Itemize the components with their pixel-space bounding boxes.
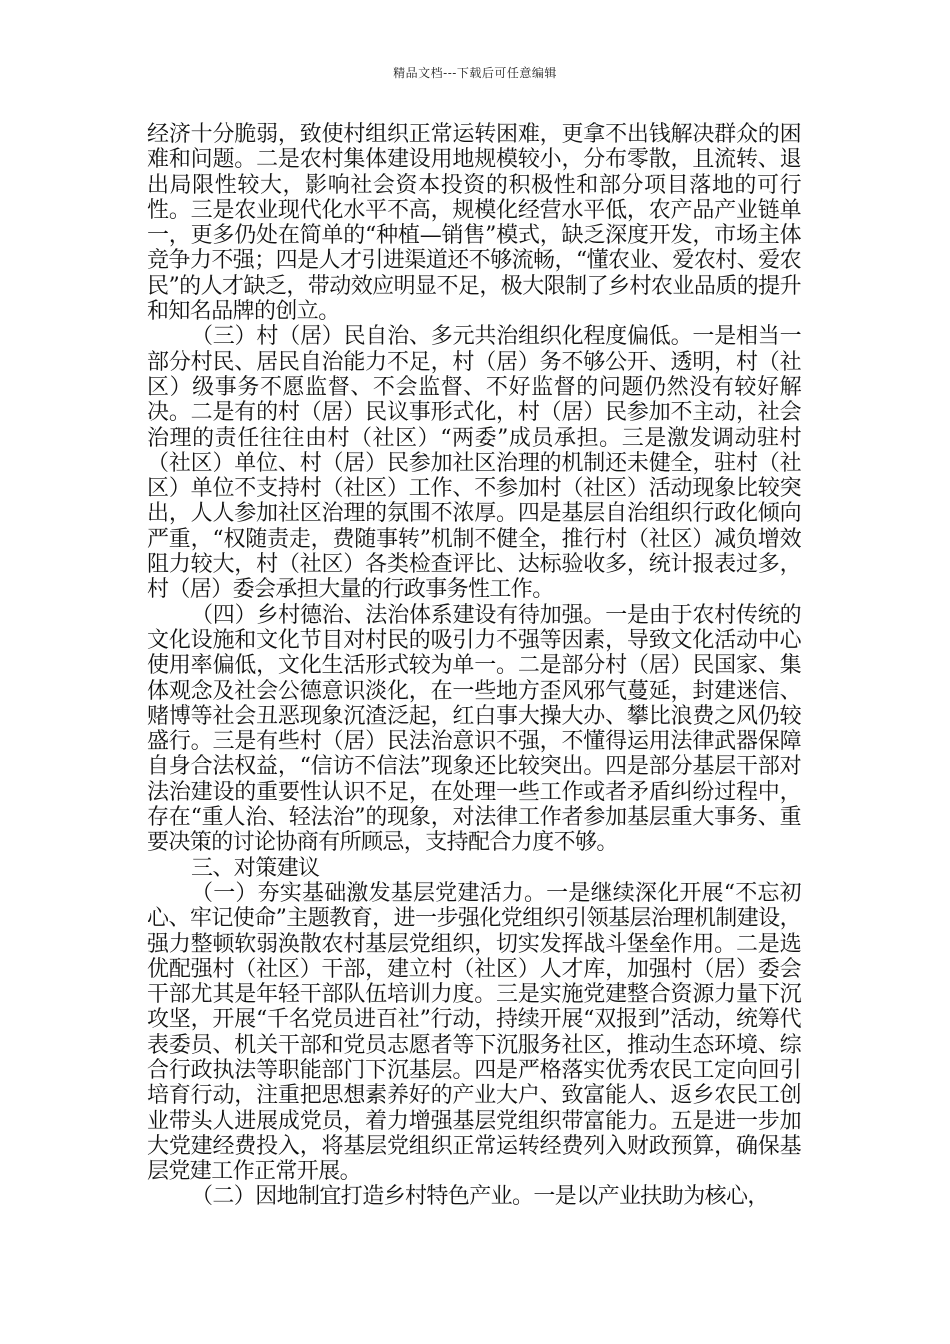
paragraph-suggestion-1: （一）夯实基础激发基层党建活力。一是继续深化开展“不忘初心、牢记使命”主题教育，进一步强化党组织引领基层治理机制建设，强力整顿软弱涣散农村基层党组织，切实发挥战斗堡垒作用。二是选优配强村（社区）干部，建立村（社区）人才库，加强村（居）委会干部尤其是年轻干部队伍培训力度。三是实施党建整合资源力量下沉攻坚，开展“千名党员进百社”行动，持续开展“双报到”活动，统筹代表委员、机关干部和党员志愿者等下沉服务社区，推动生态环境、综合行政执法等职能部门下沉基层。四是严格落实优秀农民工定向回引培育行动，注重把思想素养好的产业大户、致富能人、返乡农民工创业带头人进展成党员，着力增强基层党组织带富能力。五是进一步加大党建经费投入，将基层党组织正常运转经费列入财政预算，确保基层党建工作正常开展。 (147, 880, 801, 1185)
paragraph-continuation: 经济十分脆弱，致使村组织正常运转困难，更拿不出钱解决群众的困难和问题。二是农村集体建设用地规模较小，分布零散，且流转、退出局限性较大，影响社会资本投资的积极性和部分项目落地的可行性。三是农业现代化水平不高，规模化经营水平低，农产品产业链单一，更多仍处在简单的“种植—销售”模式，缺乏深度开发，市场主体竞争力不强；四是人才引进渠道还不够流畅，“懂农业、爱农村、爱农民”的人才缺乏，带动效应明显不足，极大限制了乡村农业品质的提升和知名品牌的创立。 (147, 122, 801, 325)
section-heading-suggestions: 三、对策建议 (191, 855, 320, 881)
paragraph-section-3: （三）村（居）民自治、多元共治组织化程度偏低。一是相当一部分村民、居民自治能力不足，村（居）务不够公开、透明，村（社区）级事务不愿监督、不会监督、不好监督的问题仍然没有较好解决。二是有的村（居）民议事形式化，村（居）民参加不主动，社会治理的责任往往由村（社区）“两委”成员承担。三是激发调动驻村（社区）单位、村（居）民参加社区治理的机制还未健全，驻村（社区）单位不支持村（社区）工作、不参加村（社区）活动现象比较突出，人人参加社区治理的氛围不浓厚。四是基层自治组织行政化倾向严重，“权随责走，费随事转”机制不健全，推行村（社区）减负增效阻力较大，村（社区）各类检查评比、达标验收多，统计报表过多，村（居）委会承担大量的行政事务性工作。 (147, 324, 801, 603)
paragraph-suggestion-2: （二）因地制宜打造乡村特色产业。一是以产业扶助为核心， (191, 1184, 769, 1210)
paragraph-section-4: （四）乡村德治、法治体系建设有待加强。一是由于农村传统的文化设施和文化节目对村民的吸引力不强等因素，导致文化活动中心使用率偏低，文化生活形式较为单一。二是部分村（居）民国家、集体观念及社会公德意识淡化，在一些地方歪风邪气蔓延，封建迷信、赌博等社会丑恶现象沉渣泛起，红白事大操大办、攀比浪费之风仍较盛行。三是有些村（居）民法治意识不强，不懂得运用法律武器保障自身合法权益，“信访不信法”现象还比较突出。四是部分基层干部对法治建设的重要性认识不足，在处理一些工作或者矛盾纠纷过程中，存在“重人治、轻法治”的现象，对法律工作者参加基层重大事务、重要决策的讨论协商有所顾忌，支持配合力度不够。 (147, 602, 801, 856)
document-body (147, 122, 801, 1210)
page-header: 精品文档---下载后可任意编辑 (393, 66, 557, 80)
